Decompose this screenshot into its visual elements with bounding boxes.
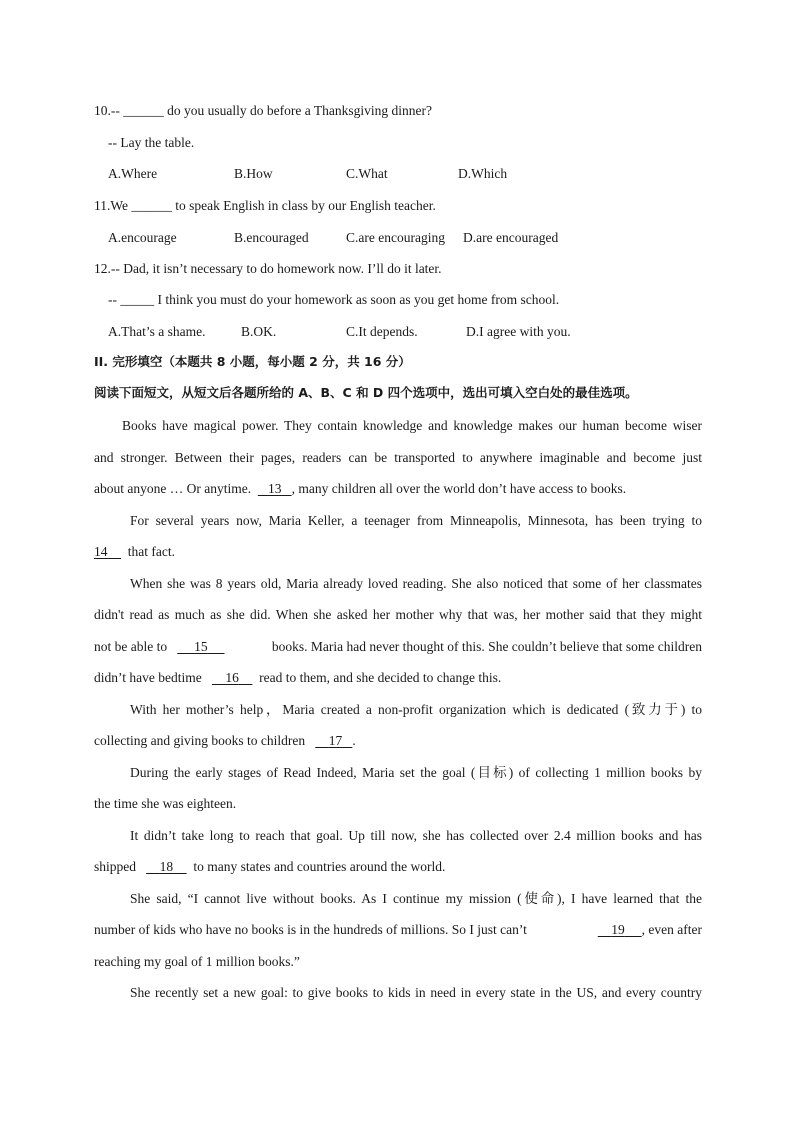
blank-number: 16 [225,670,239,685]
passage-line: During the early stages of Read Indeed, Maria set the goal (目标) of collecting 1 million books by [130,765,702,780]
passage-text: to many states and countries around the world. [193,859,446,874]
passage-line [94,734,702,748]
passage-line: With her mother’s help，Maria created a non-profit organization which is dedicated (致力于) to [130,702,702,717]
passage-text: about anyone … Or anytime. [94,481,252,496]
passage-line [94,860,702,874]
option-b: B.encouraged [234,230,309,245]
option-c: C.are encouraging [346,230,445,245]
blank-number: 13 [267,481,282,496]
question-stem: -- Dad, it isn’t necessary to do homework now. I’ll do it later. [110,261,442,276]
blank-19 [598,922,642,937]
passage-segment [94,640,224,654]
passage-line: She recently set a new goal: to give books to kids in need in every state in the US, and every country [130,985,702,1000]
blank-18 [146,859,187,874]
passage-line: It didn’t take long to reach that goal. Up till now, she has collected over 2.4 million books and has [130,828,702,843]
passage-line [94,923,702,937]
passage-line [94,671,702,685]
passage-line: For several years now, Maria Keller, a teenager from Minneapolis, Minnesota, has been trying to [130,513,702,528]
question-number: 12. [94,261,111,276]
passage-line: the time she was eighteen. [94,796,237,811]
option-a: A.encourage [108,230,177,245]
passage-line: and stronger. Between their pages, readers can be transported to anywhere imaginable and become just [94,450,702,465]
blank-number: 15 [194,639,208,654]
passage-text: shipped [94,859,136,874]
question-12-options [108,325,716,341]
passage-text: that fact. [127,544,175,559]
passage-segment [598,923,702,937]
question-number: 11. [94,198,111,213]
option-c: C.It depends. [346,324,418,339]
question-10 [94,104,702,118]
question-10-options [108,167,716,183]
passage-text: number of kids who have no books is in the hundreds of millions. So I just can’t [94,922,527,937]
question-stem: We ______ to speak English in class by our English teacher. [110,198,436,213]
passage-text: read to them, and she decided to change this. [259,670,502,685]
question-number: 10. [94,103,111,118]
section-instruction: 阅读下面短文，从短文后各题所给的 A、B、C 和 D 四个选项中，选出可填入空白处的最佳选项。 [94,385,638,400]
blank-number: 18 [159,859,174,874]
option-d: D.Which [458,166,508,181]
passage-text: , even after [641,922,702,937]
blank-16 [212,670,253,685]
passage-text: books. Maria had never thought of this. She couldn’t believe that some children [271,639,702,654]
passage-line: reaching my goal of 1 million books.” [94,954,300,969]
option-c: C.What [346,166,388,181]
option-b: B.OK. [241,324,277,339]
option-b: B.How [234,166,273,181]
passage-line [94,545,702,559]
passage-text: . [352,733,356,748]
option-a: A.Where [108,166,158,181]
question-stem: -- ______ do you usually do before a Thanksgiving dinner? [110,103,432,118]
option-d: D.I agree with you. [466,324,571,339]
section-heading: II. 完形填空（本题共 8 小题，每小题 2 分，共 16 分） [94,354,411,369]
passage-text: collecting and giving books to children [94,733,306,748]
blank-number: 17 [328,733,343,748]
passage-line [94,640,702,654]
passage-text: didn’t have bedtime [94,670,202,685]
blank-15 [177,639,224,654]
question-12-reply: -- _____ I think you must do your homework as soon as you get home from school. [108,292,560,307]
passage-line: didn't read as much as she did. When she asked her mother why that was, her mother said that they might [94,607,702,622]
blank-number: 19 [611,922,625,937]
blank-14 [94,544,121,559]
question-10-reply: -- Lay the table. [108,135,195,150]
passage-text: , many children all over the world don’t have access to books. [291,481,627,496]
passage-line: Books have magical power. They contain knowledge and knowledge makes our human become wiser [122,418,702,433]
question-12 [94,262,702,276]
passage-line [94,482,702,496]
blank-number: 14 [94,544,108,559]
passage-text: not be able to [94,639,168,654]
option-d: D.are encouraged [463,230,559,245]
option-a: A.That’s a shame. [108,324,206,339]
blank-13 [258,481,292,496]
question-11-options [108,231,716,247]
question-11 [94,199,702,213]
passage-line: When she was 8 years old, Maria already loved reading. She also noticed that some of her classmates [130,576,702,591]
blank-17 [315,733,352,748]
passage-line: She said, “I cannot live without books. As I continue my mission (使命), I have learned that the [130,891,702,906]
